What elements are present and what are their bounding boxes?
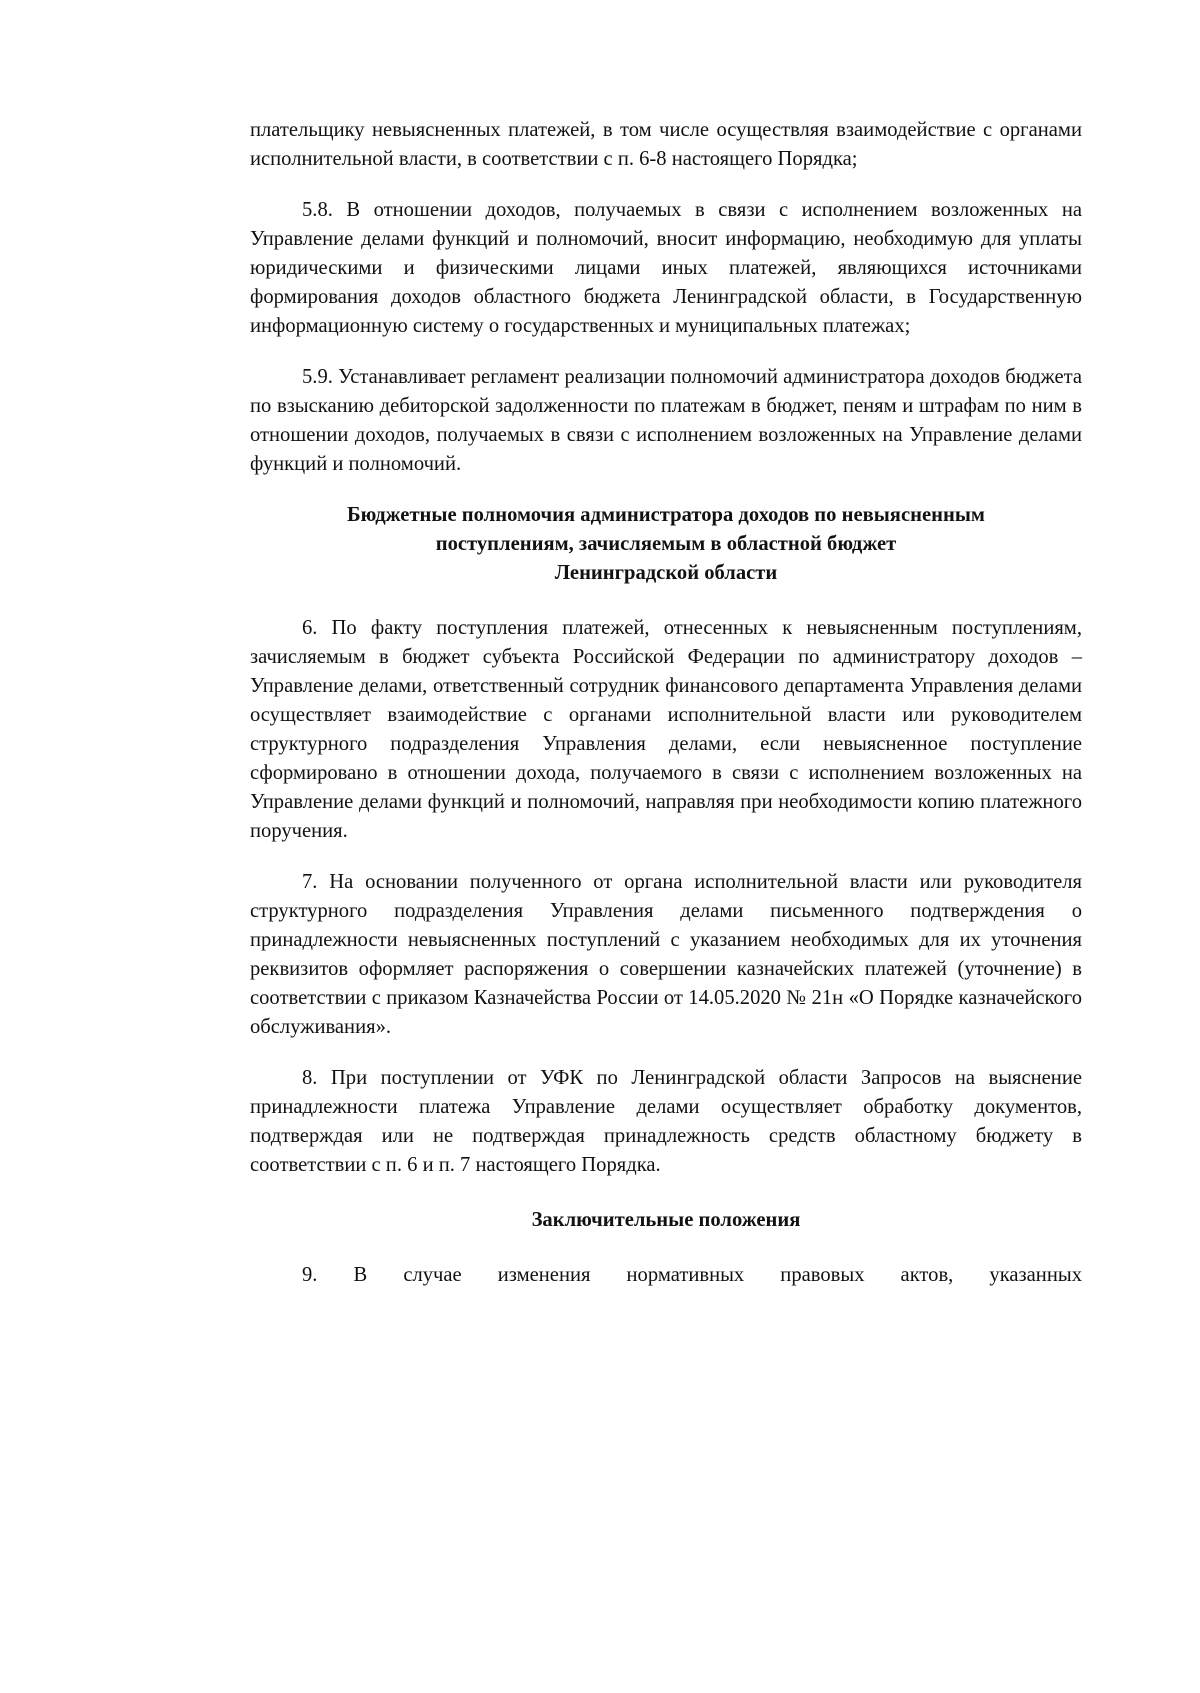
heading-line-3: Ленинградской области: [554, 562, 778, 584]
paragraph-5-8: 5.8. В отношении доходов, получаемых в связи с исполнением возложенных на Управление делами функций и полномочий, вносит информацию, необходимую для уплаты юридическими и физическими лицами иных платежей, являющихся источниками формирования доходов областного бюджета Ленинградской области, в Государственную информационную систему о государственных и муниципальных платежах;: [250, 199, 1082, 337]
heading-line-2: поступлениям, зачисляемым в областной бюджет: [435, 533, 897, 555]
paragraph-8: 8. При поступлении от УФК по Ленинградской области Запросов на выяснение принадлежности платежа Управление делами осуществляет обработку документов, подтверждая или не подтверждая принадлежность средств областному бюджету в соответствии с п. 6 и п. 7 настоящего Порядка.: [250, 1067, 1082, 1176]
paragraph-6: 6. По факту поступления платежей, отнесенных к невыясненным поступлениям, зачисляемым в бюджет субъекта Российской Федерации по администратору доходов – Управление делами, ответственный сотрудник финансового департамента Управления делами осуществляет взаимодействие с органами исполнительной власти или руководителем структурного подразделения Управления делами, если невыясненное поступление сформировано в отношении дохода, получаемого в связи с исполнением возложенных на Управление делами функций и полномочий, направляя при необходимости копию платежного поручения.: [250, 617, 1082, 842]
section-heading-final: [250, 1206, 1082, 1235]
paragraph-7: 7. На основании полученного от органа исполнительной власти или руководителя структурного подразделения Управления делами письменного подтверждения о принадлежности невыясненных поступлений с указанием необходимых для их уточнения реквизитов оформляет распоряжения о совершении казначейских платежей (уточнение) в соответствии с приказом Казначейства России от 14.05.2020 № 21н «О Порядке казначейского обслуживания».: [250, 871, 1082, 1038]
heading-final-provisions: Заключительные положения: [531, 1209, 801, 1231]
section-heading-budget-powers: [250, 501, 1082, 588]
paragraph-continuation: плательщику невыясненных платежей, в том числе осуществляя взаимодействие с органами исполнительной власти, в соответствии с п. 6-8 настоящего Порядка;: [250, 119, 1082, 170]
document-page: [250, 116, 1082, 1290]
heading-line-1: Бюджетные полномочия администратора доходов по невыясненным: [347, 504, 985, 526]
paragraph-9: 9. В случае изменения нормативных правовых актов, указанных: [302, 1264, 1082, 1286]
paragraph-5-9: 5.9. Устанавливает регламент реализации полномочий администратора доходов бюджета по взысканию дебиторской задолженности по платежам в бюджет, пеням и штрафам по ним в отношении доходов, получаемых в связи с исполнением возложенных на Управление делами функций и полномочий.: [250, 366, 1082, 475]
